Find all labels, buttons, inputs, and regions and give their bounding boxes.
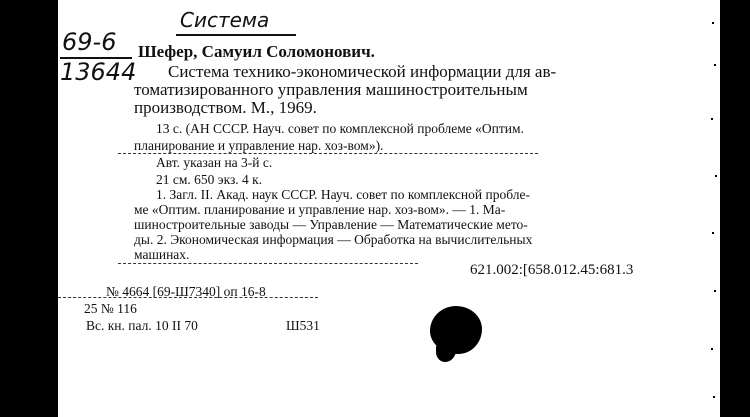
tracing-line-2: ме «Оптим. планирование и управление нар. хоз-вом». — 1. Ма- xyxy=(134,202,506,217)
handwritten-note: Система xyxy=(180,8,270,32)
title-line-3: производством. М., 1969. xyxy=(134,98,317,117)
tracing-line-3: шиностроительные заводы — Управление — Математические мето- xyxy=(134,217,528,232)
scan-artifact-line-2 xyxy=(118,263,418,264)
pagination-line-1: 13 с. (АН СССР. Науч. совет по комплексной проблеме «Оптим. xyxy=(156,121,524,136)
title-line-1: Система технико-экономической информации для ав- xyxy=(168,62,557,81)
ink-blot-drip xyxy=(436,340,456,362)
order-number: № 4664 [69-Ш7340] оп 16-8 xyxy=(106,284,266,299)
format-line: 21 см. 650 экз. 4 к. xyxy=(156,172,263,187)
title-line-2: томатизированного управления машиностроительным xyxy=(134,80,528,99)
date-line: Вс. кн. пал. 10 II 70 xyxy=(86,318,198,333)
number-line: 25 № 116 xyxy=(84,301,137,316)
pagination-line-2: планирование и управление нар. хоз-вом»). xyxy=(134,138,384,153)
author-heading: Шефер, Самуил Соломонович. xyxy=(138,42,375,61)
scan-artifact-line-3 xyxy=(58,297,318,298)
handwritten-call-number: 69-6 xyxy=(62,28,117,56)
handwritten-underline xyxy=(176,34,296,36)
catalog-card xyxy=(58,0,708,417)
tracing-line-1: 1. Загл. II. Акад. наук СССР. Науч. совет по комплексной пробле- xyxy=(156,187,530,202)
classification-number: 621.002:[658.012.45:681.3 xyxy=(470,262,634,278)
handwritten-accession-number: 13644 xyxy=(60,58,137,86)
author-note: Авт. указан на 3-й с. xyxy=(156,155,273,170)
tracing-line-5: машинах. xyxy=(134,247,190,262)
scan-edge xyxy=(708,0,720,417)
tracing-line-4: ды. 2. Экономическая информация — Обработка на вычислительных xyxy=(134,232,533,247)
code-number: Ш531 xyxy=(286,318,320,333)
scan-artifact-line xyxy=(118,153,538,154)
